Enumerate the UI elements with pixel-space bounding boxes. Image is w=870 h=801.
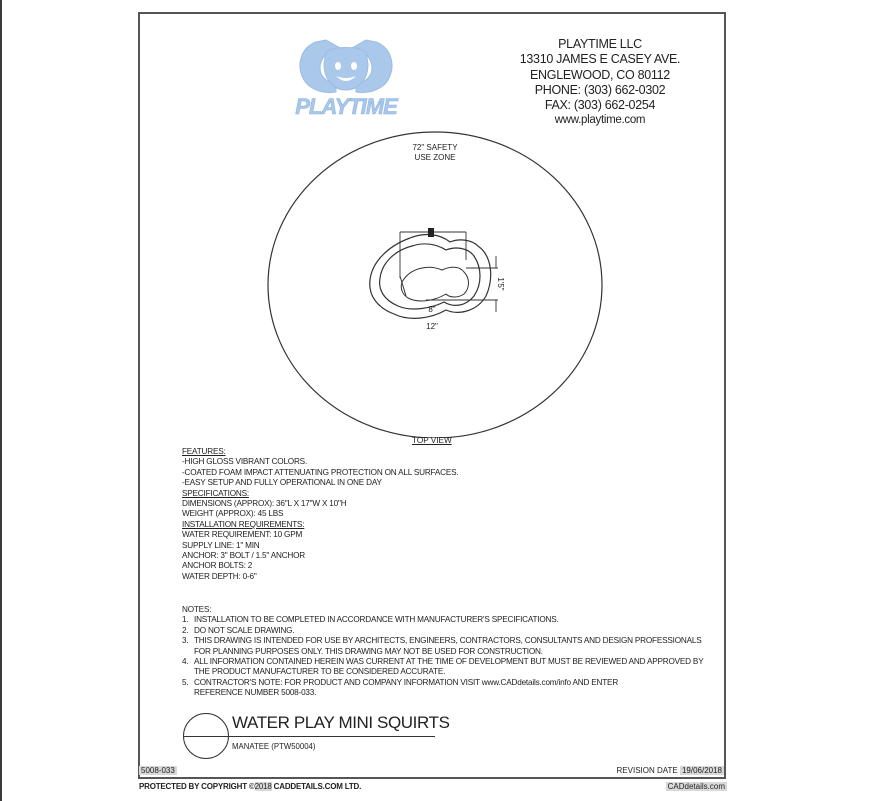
manatee-figure	[401, 267, 468, 301]
playtime-logo	[286, 36, 406, 118]
playtime-mascot-icon	[286, 36, 406, 118]
svg-text:PLAYTIME: PLAYTIME	[295, 94, 397, 118]
note-item-continuation: THE PRODUCT MANUFACTURER TO BE CONSIDERED ACCURATE.	[194, 667, 446, 677]
note-item-continuation: REFERENCE NUMBER 5008-033.	[194, 688, 317, 698]
installation-item: WATER REQUIREMENT: 10 GPM	[182, 530, 303, 540]
top-view-label: TOP VIEW	[412, 436, 452, 445]
company-website-link[interactable]: www.playtime.com	[554, 114, 646, 127]
inner-pad-outline	[380, 244, 480, 309]
note-item: 1. INSTALLATION TO BE COMPLETED IN ACCORDANCE WITH MANUFACTURER'S SPECIFICATIONS.	[182, 615, 559, 625]
revision-date: 19/06/2018	[681, 766, 722, 775]
company-info-block	[515, 37, 685, 129]
company-address-city: ENGLEWOOD, CO 80112	[530, 67, 670, 82]
supply-line-marker	[428, 228, 434, 237]
features-heading: FEATURES:	[182, 447, 226, 456]
company-address-street: 13310 JAMES E CASEY AVE.	[519, 52, 681, 67]
safety-zone-label-line1: 72" SAFETY	[412, 143, 458, 152]
drawing-title: WATER PLAY MINI SQUIRTS	[232, 713, 450, 732]
installation-item: ANCHOR: 3" BOLT / 1.5" ANCHOR	[182, 551, 306, 561]
note-item: 4. ALL INFORMATION CONTAINED HEREIN WAS CURRENT AT THE TIME OF DEVELOPMENT BUT MUST BE REVIEWED AND APPROVED BY	[182, 657, 704, 667]
spec-item: DIMENSIONS (APPROX): 36"L X 17"W X 10"H	[182, 499, 347, 509]
top-view-drawing	[260, 128, 620, 438]
copyright-year: 2018	[254, 782, 272, 791]
notes-block	[182, 605, 703, 699]
safety-zone-label-line2: USE ZONE	[414, 153, 456, 162]
installation-item: WATER DEPTH: 0-6"	[182, 571, 257, 581]
company-phone: PHONE: (303) 662-0302	[534, 82, 666, 97]
viewer-left-edge	[0, 0, 2, 801]
notes-heading: NOTES:	[182, 605, 212, 614]
reference-code: 5008-033	[141, 766, 175, 775]
dim-height-label: 1'5"	[496, 277, 505, 291]
installation-item: ANCHOR BOLTS: 2	[182, 561, 253, 571]
product-specs-block	[182, 447, 458, 582]
note-item: 5. CONTRACTOR'S NOTE: FOR PRODUCT AND COMPANY INFORMATION VISIT www.CADdetails.com/info AND ENTER	[182, 677, 619, 687]
spec-item: WEIGHT (APPROX): 45 LBS	[182, 509, 284, 519]
note-item: 2. DO NOT SCALE DRAWING.	[182, 625, 295, 635]
installation-item: SUPPLY LINE: 1" MIN	[182, 540, 260, 550]
revision-date-block	[617, 766, 724, 775]
safety-use-zone-circle	[268, 132, 602, 438]
company-name: PLAYTIME LLC	[558, 37, 642, 51]
revision-label: REVISION DATE	[616, 766, 678, 775]
company-fax: FAX: (303) 662-0254	[544, 98, 656, 113]
specifications-heading: SPECIFICATIONS:	[182, 488, 249, 498]
installation-heading: INSTALLATION REQUIREMENTS:	[182, 519, 305, 529]
note-item-continuation: FOR PLANNING PURPOSES ONLY. THIS DRAWING MAY NOT BE USED FOR CONSTRUCTION.	[194, 646, 543, 656]
note-item: 3. THIS DRAWING IS INTENDED FOR USE BY ARCHITECTS, ENGINEERS, CONTRACTORS, CONSULTANTS AND DESIGN PROFESSIONALS	[182, 636, 702, 646]
dim-inner-label: 8"	[428, 305, 436, 314]
feature-item: -EASY SETUP AND FULLY OPERATIONAL IN ONE DAY	[182, 478, 382, 488]
dim-outer-label: 12"	[426, 322, 438, 331]
caddetails-link[interactable]: CADdetails.com	[667, 782, 725, 791]
title-underline	[183, 736, 435, 737]
feature-item: -COATED FOAM IMPACT ATTENUATING PROTECTION ON ALL SURFACES.	[182, 467, 459, 477]
drawing-subtitle: MANATEE (PTW50004)	[232, 742, 316, 751]
copyright-notice: PROTECTED BY COPYRIGHT ©2018 CADDETAILS.COM LTD.	[139, 782, 362, 791]
feature-item: -HIGH GLOSS VIBRANT COLORS.	[182, 457, 308, 467]
